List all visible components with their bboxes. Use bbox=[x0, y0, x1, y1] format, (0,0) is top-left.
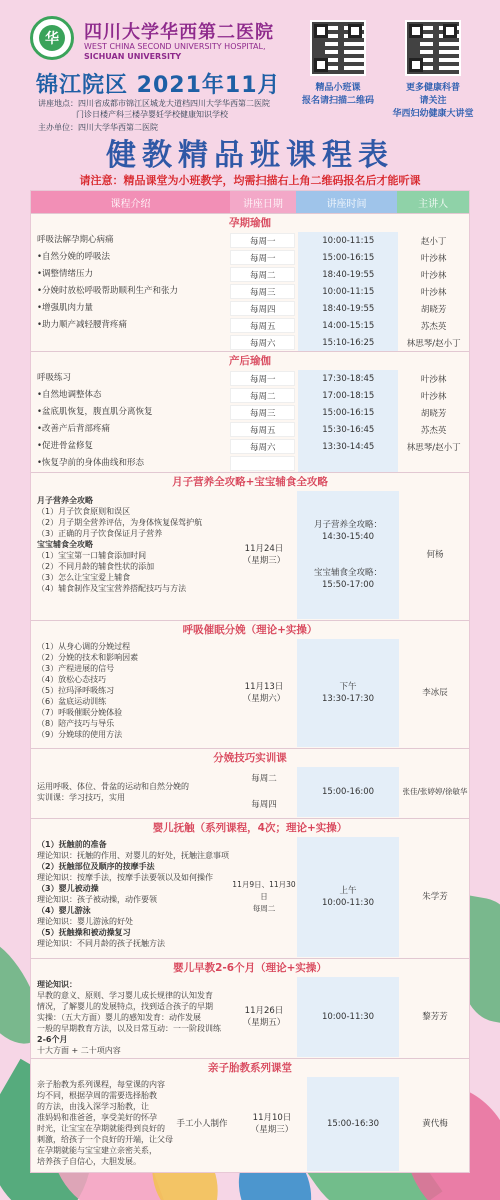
list-item: 刺激，给孩子一个良好的开端，让父母 bbox=[37, 1135, 173, 1144]
list-item: 理论知识：抚触的作用、对婴儿的好处，抚触注意事项 bbox=[37, 851, 229, 860]
course-speaker: 叶沙林 bbox=[420, 253, 447, 264]
list-item: 亲子胎教为系列课程，每堂课的内容 bbox=[37, 1080, 165, 1089]
date-line: 每周二 bbox=[251, 774, 277, 784]
list-item: 十大方面 + 二十项内容 bbox=[37, 1046, 121, 1055]
lecture-location-2: 门诊日楼产科三楼孕婴妊学校健康知识学校 bbox=[76, 110, 228, 119]
course-speaker: 胡晓芳 bbox=[420, 408, 447, 419]
course-date: 每周六 bbox=[230, 439, 295, 454]
table-row bbox=[31, 283, 469, 300]
list-item: 培养孩子自信心，大胆发展。 bbox=[37, 1157, 141, 1166]
course-topic: •改善产后背部疼痛 bbox=[37, 424, 111, 434]
list-item: 理论知识：孩子被动操，动作要领 bbox=[37, 895, 157, 904]
table-row bbox=[31, 317, 469, 334]
touch-date bbox=[231, 837, 297, 957]
schedule-title: 健教精品班课程表 bbox=[106, 138, 394, 173]
technique-desc bbox=[37, 781, 233, 803]
time-line: 上午 bbox=[339, 886, 357, 896]
section-nutrition bbox=[31, 472, 469, 620]
section-parent-prenatal bbox=[31, 1058, 469, 1172]
table-header bbox=[31, 191, 469, 213]
course-topic: •自然分娩的呼吸法 bbox=[37, 252, 111, 262]
list-item: （2）抚触部位及顺序的按摩手法 bbox=[37, 862, 155, 871]
course-speaker: 林思琴/赵小丁 bbox=[406, 442, 461, 453]
early-speaker: 黎芳芳 bbox=[422, 1012, 448, 1022]
section-body bbox=[31, 370, 469, 472]
col-header-course: 课程介绍 bbox=[31, 191, 230, 213]
course-date: 每周一 bbox=[230, 233, 295, 248]
time-line: 10:00-11:30 bbox=[321, 898, 375, 908]
section-title: 月子营养全攻略+宝宝辅食全攻略 bbox=[172, 476, 328, 488]
course-topic: •盆底肌恢复，腹直肌分离恢复 bbox=[37, 407, 153, 417]
time-line: 13:30-17:30 bbox=[321, 694, 375, 704]
nutrition-date bbox=[231, 491, 297, 619]
list-item: 理论知识：不同月龄的孩子抚触方法 bbox=[37, 939, 165, 948]
course-topic: •自然地调整体态 bbox=[37, 390, 102, 400]
list-item: （4）放松心态技巧 bbox=[37, 675, 107, 684]
breathing-time bbox=[297, 639, 399, 747]
hospital-logo bbox=[30, 16, 74, 60]
course-speaker: 叶沙林 bbox=[420, 374, 447, 385]
list-item: （7）呼吸催眠分娩体验 bbox=[37, 708, 123, 717]
qr-signup-caption-1: 精品小班课 bbox=[315, 83, 361, 93]
list-item: 时光，让宝宝在孕期就能得到良好的 bbox=[37, 1124, 165, 1133]
section-postpartum-yoga bbox=[31, 351, 469, 472]
course-time: 17:00-18:15 bbox=[298, 387, 398, 404]
breathing-date bbox=[231, 639, 297, 747]
course-speaker: 叶沙林 bbox=[420, 270, 447, 281]
time-line: 月子营养全攻略： bbox=[313, 520, 382, 530]
list-item: （2）分娩的技术和影响因素 bbox=[37, 653, 139, 662]
date-line: 每周二 bbox=[252, 904, 276, 913]
section-pregnancy-yoga bbox=[31, 213, 469, 351]
course-speaker bbox=[398, 455, 469, 472]
parent-topics bbox=[37, 1079, 173, 1167]
nutrition-time bbox=[297, 491, 399, 619]
qr-signup-caption-2: 报名请扫描二维码 bbox=[301, 96, 374, 106]
campus-title: 锦江院区 2021年11月 bbox=[36, 73, 281, 98]
table-row bbox=[31, 334, 469, 351]
qr-code-follow[interactable] bbox=[405, 20, 461, 76]
time-line: 宝宝辅食全攻略： bbox=[313, 568, 382, 578]
list-item: 实操：（五大方面）婴儿的感知发育：动作发展 bbox=[37, 1013, 201, 1022]
table-row bbox=[31, 370, 469, 387]
section-title: 亲子胎教系列课堂 bbox=[208, 1062, 292, 1074]
table-row bbox=[31, 249, 469, 266]
course-date: 每周三 bbox=[230, 284, 295, 299]
section-title: 产后瑜伽 bbox=[229, 355, 271, 367]
list-item: （1）宝宝第一口辅食添加时间 bbox=[37, 551, 147, 560]
course-speaker: 胡晓芳 bbox=[420, 304, 447, 315]
parent-activity: 手工小人制作 bbox=[176, 1119, 228, 1129]
list-item: （2）不同月龄的辅食性状的添加 bbox=[37, 562, 155, 571]
schedule-table bbox=[30, 190, 470, 1173]
section-title: 呼吸催眠分娩（理论+实操） bbox=[182, 624, 318, 636]
breathing-topics bbox=[37, 641, 233, 740]
course-time: 18:40-19:55 bbox=[298, 300, 398, 317]
course-date bbox=[230, 456, 295, 471]
list-item: （8）陪产技巧与导乐 bbox=[37, 719, 115, 728]
section-technique bbox=[31, 748, 469, 818]
section-body bbox=[31, 232, 469, 351]
qr-corner bbox=[409, 58, 423, 72]
list-item: （1）从身心调的分娩过程 bbox=[37, 642, 131, 651]
list-item: （3）怎么让宝宝爱上辅食 bbox=[37, 573, 131, 582]
hospital-name-cn: 四川大学华西第二医院 bbox=[84, 22, 274, 43]
course-topic: •分娩时放松呼吸帮助顺利生产和张力 bbox=[37, 286, 179, 296]
list-item: 理论知识： bbox=[37, 980, 77, 989]
list-item: （3）婴儿被动操 bbox=[37, 884, 99, 893]
list-item: 在孕期就能与宝宝建立亲密关系， bbox=[37, 1146, 157, 1155]
list-item: （3）正确的月子饮食保证月子营养 bbox=[37, 529, 163, 538]
qr-corner bbox=[409, 24, 423, 38]
breathing-speaker: 李冰辰 bbox=[422, 688, 448, 698]
course-topic: •增强肌肉力量 bbox=[37, 303, 94, 313]
parent-speaker: 黄代梅 bbox=[422, 1119, 448, 1129]
course-date: 每周二 bbox=[230, 388, 295, 403]
desc-line: 运用呼吸、体位、骨盆的运动和自然分娩的 bbox=[37, 782, 189, 791]
desc-line: 实训课：学习技巧，实用 bbox=[37, 793, 125, 802]
course-date: 每周五 bbox=[230, 318, 295, 333]
list-item: 的方法，由浅入深学习胎教，让 bbox=[37, 1102, 149, 1111]
list-item: （9）分娩球的使用方法 bbox=[37, 730, 123, 739]
hospital-header bbox=[30, 16, 310, 71]
list-item: （5）拉玛泽呼吸练习 bbox=[37, 686, 115, 695]
table-row bbox=[31, 266, 469, 283]
table-row bbox=[31, 404, 469, 421]
course-speaker: 叶沙林 bbox=[420, 391, 447, 402]
list-item: 宝宝辅食全攻略 bbox=[37, 540, 93, 549]
date-line: 每周四 bbox=[251, 800, 277, 810]
parent-time: 15:00-16:30 bbox=[307, 1077, 399, 1171]
list-item: （1）抚触前的准备 bbox=[37, 840, 107, 849]
touch-time bbox=[297, 837, 399, 957]
date-line: （星期三） bbox=[250, 1125, 294, 1135]
col-header-speaker: 主讲人 bbox=[397, 191, 469, 213]
course-time: 17:30-18:45 bbox=[298, 370, 398, 387]
date-line: 11月13日 bbox=[244, 682, 284, 692]
time-line: 15:50-17:00 bbox=[321, 580, 375, 590]
course-time: 15:10-16:25 bbox=[298, 334, 398, 351]
technique-speaker: 张佳/张婷婷/徐敏华 bbox=[402, 787, 468, 796]
date-line: （星期六） bbox=[242, 694, 286, 704]
course-time: 15:00-16:15 bbox=[298, 249, 398, 266]
date-line: 11月10日 bbox=[252, 1113, 292, 1123]
course-time: 18:40-19:55 bbox=[298, 266, 398, 283]
qr-corner bbox=[443, 24, 457, 38]
date-line: 11月26日 bbox=[244, 1006, 284, 1016]
course-topic: •调整情绪压力 bbox=[37, 269, 94, 279]
parent-date bbox=[237, 1077, 307, 1171]
col-header-time: 讲座时间 bbox=[296, 191, 398, 213]
list-item: 2-6个月 bbox=[37, 1035, 68, 1044]
early-topics bbox=[37, 979, 233, 1056]
touch-speaker: 朱学芳 bbox=[422, 892, 448, 902]
course-topic bbox=[31, 334, 227, 351]
table-row bbox=[31, 300, 469, 317]
organizer: 主办单位：四川大学华西第二医院 bbox=[38, 123, 158, 132]
list-item: 理论知识：按摩手法，按摩手法要领以及如何操作 bbox=[37, 873, 213, 882]
course-date: 每周三 bbox=[230, 405, 295, 420]
early-date bbox=[231, 977, 297, 1057]
early-time: 10:00-11:30 bbox=[297, 977, 399, 1057]
hospital-name-en-1: WEST CHINA SECOND UNIVERSITY HOSPITAL, bbox=[84, 42, 266, 51]
nutrition-topics bbox=[37, 495, 233, 594]
course-topic: 呼吸法解孕期心病痛 bbox=[37, 235, 114, 245]
course-topic: •助力顺产减轻腰背疼痛 bbox=[37, 320, 128, 330]
date-line: 11月9日、11月30日 bbox=[232, 880, 296, 901]
table-row bbox=[31, 387, 469, 404]
course-time: 13:30-14:45 bbox=[298, 438, 398, 455]
date-line: （星期三） bbox=[242, 556, 286, 566]
list-item: 理论知识：婴儿游泳的好处 bbox=[37, 917, 133, 926]
time-line: 14:30-15:40 bbox=[321, 532, 375, 542]
qr-code-signup[interactable] bbox=[310, 20, 366, 76]
hospital-name-en-2: SICHUAN UNIVERSITY bbox=[84, 52, 182, 61]
course-time: 15:30-16:45 bbox=[298, 421, 398, 438]
section-baby-touch bbox=[31, 818, 469, 958]
course-topic: •恢复孕前的身体曲线和形态 bbox=[37, 458, 145, 468]
list-item: （4）辅食制作及宝宝营养搭配技巧与方法 bbox=[37, 584, 187, 593]
touch-topics bbox=[37, 839, 233, 949]
course-date: 每周六 bbox=[230, 335, 295, 350]
section-breathing bbox=[31, 620, 469, 748]
list-item: （1）月子饮食原则和误区 bbox=[37, 507, 131, 516]
course-date: 每周五 bbox=[230, 422, 295, 437]
list-item: （3）产程进展的信号 bbox=[37, 664, 115, 673]
course-date: 每周二 bbox=[230, 267, 295, 282]
qr-follow-caption-1: 更多健康科普 bbox=[405, 83, 460, 93]
course-speaker: 林思琴/赵小丁 bbox=[406, 338, 461, 349]
course-date: 每周一 bbox=[230, 371, 295, 386]
course-speaker: 叶沙林 bbox=[420, 287, 447, 298]
list-item: 情况，了解婴儿的发展特点，找到适合孩子的早期 bbox=[37, 1002, 213, 1011]
date-line: （星期五） bbox=[242, 1018, 286, 1028]
course-time: 14:00-15:15 bbox=[298, 317, 398, 334]
date-line: 11月24日 bbox=[244, 544, 284, 554]
section-title: 孕期瑜伽 bbox=[229, 217, 271, 229]
list-item: 准妈妈和准爸爸，享受美好的怀孕 bbox=[37, 1113, 157, 1122]
course-date: 每周一 bbox=[230, 250, 295, 265]
section-title: 婴儿抚触（系列课程，4次；理论+实操） bbox=[152, 822, 348, 834]
time-line: 下午 bbox=[339, 682, 357, 692]
notice-text: 请注意：精品课堂为小班教学，均需扫描右上角二维码报名后才能听课 bbox=[79, 174, 421, 187]
col-header-date: 讲座日期 bbox=[230, 191, 296, 213]
list-item: 均不同，根据孕周的需要选择胎教 bbox=[37, 1091, 157, 1100]
qr-corner bbox=[314, 58, 328, 72]
table-row bbox=[31, 438, 469, 455]
course-speaker: 苏杰英 bbox=[420, 321, 447, 332]
technique-date bbox=[231, 767, 297, 817]
lecture-location: 讲座地点：四川省成都市锦江区城龙大道档四川大学华西第二医院 bbox=[38, 99, 270, 108]
course-date: 每周四 bbox=[230, 301, 295, 316]
course-time: 10:00-11:15 bbox=[298, 232, 398, 249]
technique-time: 15:00-16:00 bbox=[297, 767, 399, 817]
table-row bbox=[31, 421, 469, 438]
section-title: 分娩技巧实训课 bbox=[213, 752, 287, 764]
logo-mark: 华 bbox=[39, 25, 65, 51]
table-row bbox=[31, 232, 469, 249]
course-topic: •促进骨盆修复 bbox=[37, 441, 94, 451]
list-item: 月子营养全攻略 bbox=[37, 496, 93, 505]
section-early-education bbox=[31, 958, 469, 1058]
table-row bbox=[31, 455, 469, 472]
qr-follow-caption-2: 请关注 bbox=[419, 96, 447, 106]
list-item: 早教的意义、原则、学习婴儿成长规律的认知发育 bbox=[37, 991, 213, 1000]
section-title: 婴儿早教2-6个月（理论+实操） bbox=[173, 962, 327, 974]
list-item: （5）抚触操和被动操复习 bbox=[37, 928, 131, 937]
course-topic: 呼吸练习 bbox=[37, 373, 72, 383]
list-item: 一般的早期教育方法，以及日常互动：一一阶段训练 bbox=[37, 1024, 221, 1033]
course-speaker: 苏杰英 bbox=[420, 425, 447, 436]
course-speaker: 赵小丁 bbox=[420, 236, 447, 247]
qr-corner bbox=[314, 24, 328, 38]
nutrition-speaker: 何杨 bbox=[426, 550, 444, 560]
list-item: （4）婴儿游泳 bbox=[37, 906, 91, 915]
course-time: 10:00-11:15 bbox=[298, 283, 398, 300]
list-item: （2）月子期全营养评估，为身体恢复保驾护航 bbox=[37, 518, 203, 527]
course-time bbox=[298, 455, 398, 472]
list-item: （6）盆底运动训练 bbox=[37, 697, 107, 706]
qr-corner bbox=[348, 24, 362, 38]
qr-follow-caption-3: 华西妇幼健康大讲堂 bbox=[392, 109, 474, 119]
course-time: 15:00-16:15 bbox=[298, 404, 398, 421]
